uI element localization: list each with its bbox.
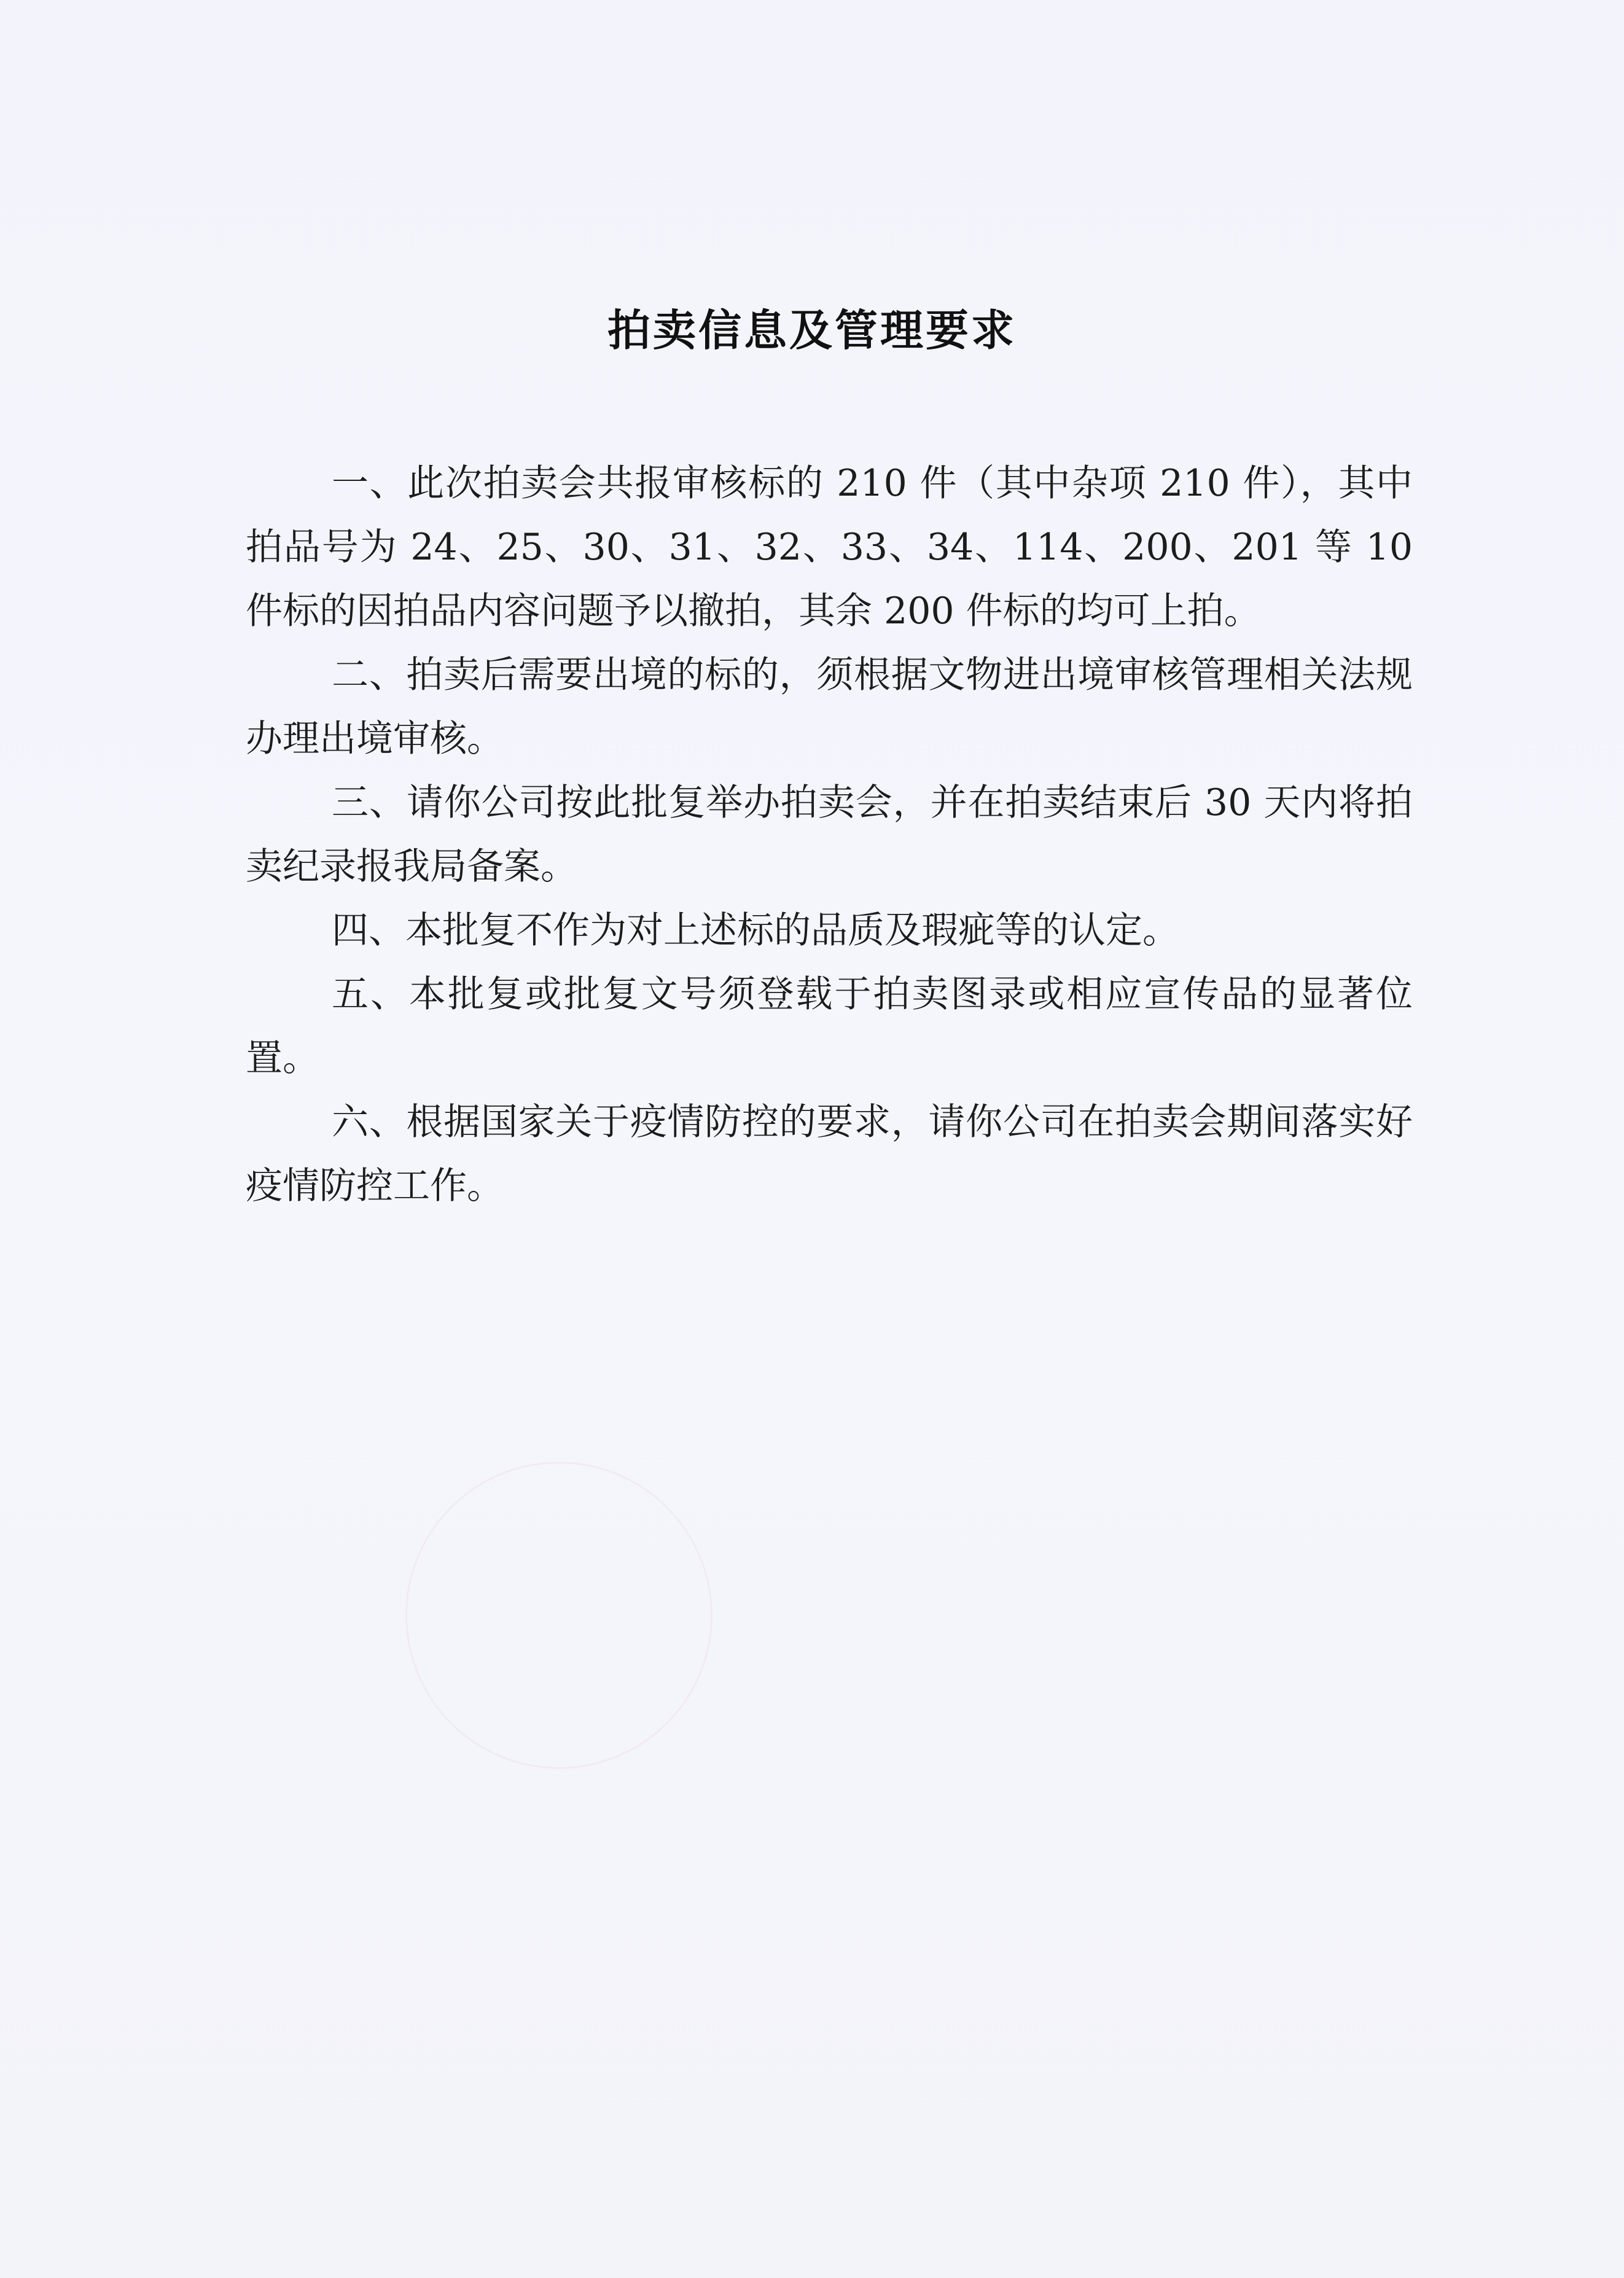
paragraph-1: 一、此次拍卖会共报审核标的 210 件（其中杂项 210 件），其中拍品号为 24、25、30、31、32、33、34、114、200、201 等 10 件标的因拍品内容问题予以撤拍，其余 200 件标的均可上拍。 [246,462,1413,633]
paragraph-3: 三、请你公司按此批复举办拍卖会，并在拍卖结束后 30 天内将拍卖纪录报我局备案。 [246,781,1413,888]
paragraph-2: 二、拍卖后需要出境的标的，须根据文物进出境审核管理相关法规办理出境审核。 [246,653,1413,760]
document-body [246,451,1413,1218]
paragraph-4: 四、本批复不作为对上述标的品质及瑕疵等的认定。 [332,909,1179,952]
paragraph-5: 五、本批复或批复文号须登载于拍卖图录或相应宣传品的显著位置。 [246,973,1413,1080]
faint-seal-mark [405,1462,712,1769]
paragraph-6: 六、根据国家关于疫情防控的要求，请你公司在拍卖会期间落实好疫情防控工作。 [246,1101,1413,1207]
document-title: 拍卖信息及管理要求 [607,305,1017,356]
